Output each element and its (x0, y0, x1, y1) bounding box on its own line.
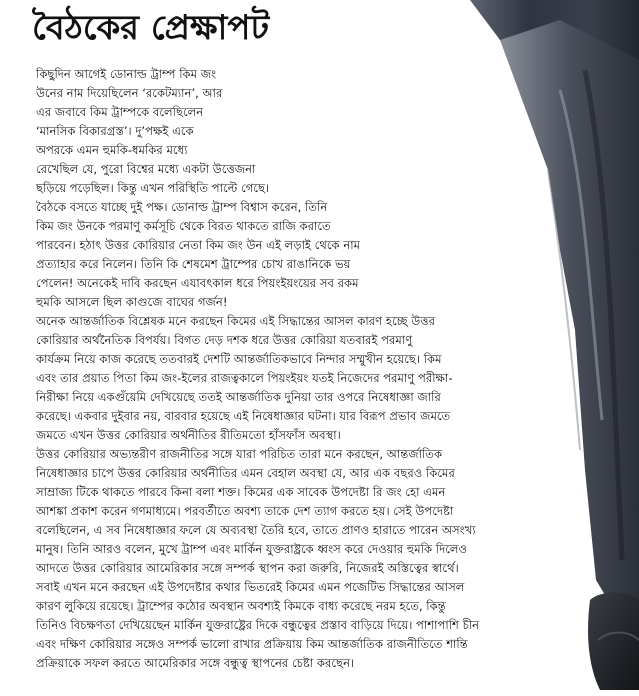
article-line: তিনিও বিচক্ষণতা দেখিয়েছেন মার্কিন যুক্তরাষ্ট্রের দিকে বন্ধুত্বের প্রস্তাব বাড়িয়ে দিয়ে। পাশাপাশি চীন (36, 618, 480, 632)
article-line: মানুষ। তিনি আরও বলেন, মুখে ট্রাম্প এবং মার্কিন যুক্তরাষ্ট্রকে ধ্বংস করে দেওয়ার হুমকি দিলেও (36, 542, 468, 556)
article-line: পেলেন! অনেকেই দাবি করছেন এযাবৎকাল ধরে পিয়ংইয়ংয়ের সব রকম (36, 276, 359, 290)
article-line: জমতে এখন উত্তর কোরিয়ার অর্থনীতির রীতিমতো হাঁসফাঁস অবস্থা। (36, 428, 341, 442)
article-line: কারণ লুকিয়ে রয়েছে। ট্রাম্পের কঠোর অবস্থান অবশ্যই কিমকে বাধ্য করেছে নরম হতে, কিন্তু (36, 599, 446, 613)
article-line: অনেক আন্তর্জাতিক বিশ্লেষক মনে করছেন কিমের এই সিদ্ধান্তের আসল কারণ হচ্ছে উত্তর (36, 314, 435, 328)
article-line: প্রক্রিয়াকে সফল করতে আমেরিকার সঙ্গে বন্ধুত্ব স্থাপনের চেষ্টা করছেন। (36, 656, 355, 670)
article-title: বৈঠকের প্রেক্ষাপট (32, 8, 270, 48)
article-line: এবং তার প্রয়াত পিতা কিম জং-ইলের রাজত্বকালে পিয়ংইয়ং যতই নিজেদের পরমাণু পরীক্ষা- (36, 371, 453, 385)
article-line: কোরিয়ার অর্থনৈতিক বিপর্যয়। বিগত দেড় দশক ধরে উত্তর কোরিয়া যতবারই পরমাণু (36, 333, 413, 347)
article-line: বৈঠকে বসতে যাচ্ছে দুই পক্ষ। ডোনাল্ড ট্রাম্প বিশ্বাস করেন, তিনি (36, 200, 328, 214)
article-line: কিম জং উনকে পরমাণু কর্মসূচি থেকে বিরত থাকতে রাজি করাতে (36, 219, 331, 233)
article-line: এবং দক্ষিণ কোরিয়ার সঙ্গেও সম্পর্ক ভালো রাখার প্রক্রিয়ায় কিম আন্তর্জাতিক রাজনীতিতে শান্তি (36, 637, 468, 651)
article-line: ‘মানসিক বিকারগ্রস্ত’। দু’পক্ষই একে (36, 124, 194, 138)
article-line: ছড়িয়ে পড়েছিল। কিন্তু এখন পরিস্থিতি পাল্টে গেছে। (36, 181, 270, 195)
article-line: অপরকে এমন হুমকি-ধমকির মধ্যে (36, 143, 188, 157)
article-line: সবাই এখন মনে করছেন এই উপদেষ্টার কথার ভিতরেই কিমের এমন পজেটিভ সিদ্ধান্তের আসল (36, 580, 465, 594)
article-line: হুমকি আসলে ছিল কাগুজে বাঘের গর্জন! (36, 295, 228, 309)
article-line: নিরীক্ষা নিয়ে একগুঁয়েমি দেখিয়েছে ততই আন্তর্জাতিক দুনিয়া তার ওপরে নিষেধাজ্ঞা জারি (36, 390, 441, 404)
article-line: উত্তর কোরিয়ার অভ্যন্তরীণ রাজনীতির সঙ্গে যারা পরিচিত তারা মনে করছেন, আন্তর্জাতিক (36, 447, 443, 461)
article-line: কার্যক্রম নিয়ে কাজ করেছে ততবারই দেশটি আন্তর্জাতিকভাবে নিন্দার সম্মুখীন হয়েছে। কিম (36, 352, 442, 366)
article-line: নিষেধাজ্ঞার চাপে উত্তর কোরিয়ার অর্থনীতির এমন বেহাল অবস্থা যে, আর এক বছরও কিমের (36, 466, 455, 480)
article-line: প্রত্যাহার করে নিলেন। তিনি কি শেষমেশ ট্রাম্পের চোখ রাঙানিকে ভয় (36, 257, 351, 271)
article-line: আদতে উত্তর কোরিয়ার আমেরিকার সঙ্গে সম্পর্ক স্থাপন করা জরুরি, নিজেরই অস্তিত্বের স্বার্থে। (36, 561, 459, 575)
article-line: পারবেন। হঠাৎ উত্তর কোরিয়ার নেতা কিম জং উন এই লড়াই থেকে নাম (36, 238, 361, 252)
article-line: রেখেছিল যে, পুরো বিশ্বের মধ্যে একটা উত্তেজনা (36, 162, 256, 176)
article-line: বলেছিলেন, এ সব নিষেধাজ্ঞার ফলে যে অব্যবস্থা তৈরি হবে, তাতে প্রাণও হারাতে পারেন অসংখ্য (36, 523, 476, 537)
article-line: আশঙ্কা প্রকাশ করেন গণমাধ্যমে। পরবর্তীতে অবশ্য তাকে দেশ ত্যাগ করতে হয়। সেই উপদেষ্টা (36, 504, 454, 518)
article-line: উনের নাম দিয়েছিলেন ‘রকেটম্যান’, আর (36, 86, 223, 100)
article-line: করেছে। একবার দুইবার নয়, বারবার হয়েছে এই নিষেধাজ্ঞার ঘটনা। যার বিরূপ প্রভাব জমতে (36, 409, 451, 423)
article-line: কিছুদিন আগেই ডোনাল্ড ট্রাম্প কিম জং (36, 67, 217, 81)
article-line: এর জবাবে কিম ট্রাম্পকে বলেছিলেন (36, 105, 204, 119)
article-line: সাম্রাজ্য টিকে থাকতে পারবে কিনা বলা শক্ত। কিমের এক সাবেক উপদেষ্টা রি জং হো এমন (36, 485, 446, 499)
